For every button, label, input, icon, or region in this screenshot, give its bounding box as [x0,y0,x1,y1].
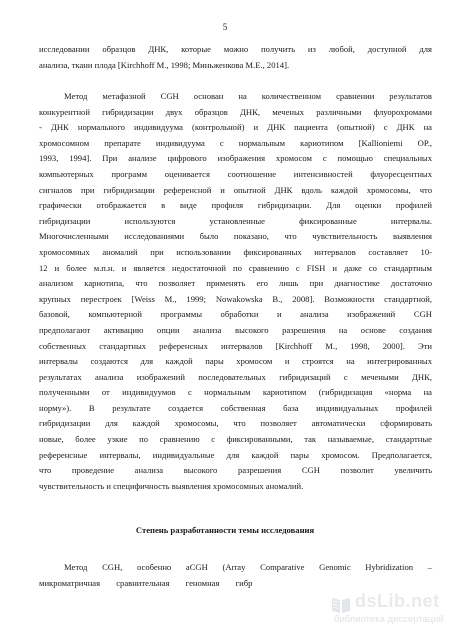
section-heading: Степень разработанности темы исследования [135,525,315,535]
text-line: Метод CGH, особенно aCGH (Array Comparative Genomic Hybridization – [64,562,432,572]
book-icon [330,594,352,616]
text-line: 12 и более м.п.н. и является недостаточной по сравнению с FISH и даже со стандартным [39,262,432,273]
text-line: базовой, компьютерной программы обработки и анализа изображений CGH [39,309,432,320]
text-line: хромосомных аномалий при использовании фиксированных интервалов составляет 10- [39,246,432,257]
text-line: конкурентной гибридизации двух образцов ДНК, меченых различными флуорохромами [39,106,432,117]
text-line: микроматричная сравнительная геномная гибр [39,577,253,588]
text-line: интервалы создаются для каждой пары хромосом и строятся на интегрированных [39,356,432,367]
watermark-brand: dsLib.net [355,591,440,611]
watermark-subtitle: библиотека диссертаций [334,614,444,625]
text-line: новые, более узкие по сравнению с фиксированными, так называемые, стандартные [39,434,432,445]
paragraph-cgh [39,89,432,494]
text-line: анализа, ткани плода [Kirchhoff M., 1998; Миньженкова М.Е., 2014]. [39,59,290,70]
text-line: Метод метафазной CGH основан на количественном сравнении результатов [64,91,432,101]
text-line: результатах анализа изображений последовательных гибридизаций с мечеными ДНК, [39,371,432,382]
text-line: - ДНК нормального индивидуума (контрольной) и ДНК пациента (опытной) с ДНК на [39,122,432,133]
text-line: 1993, 1994]. При анализе цифрового изображения хромосом с помощью специальных [39,153,432,164]
text-line: норму»). В результате создается собственная база индивидуальных профилей [39,402,432,413]
paragraph-acgh [39,560,432,591]
page-number: 5 [222,22,228,32]
text-line: собственных стандартных референсных интервалов [Kirchhoff M., 1998, 2000]. Эти [39,340,432,351]
text-line: исследовании образцов ДНК, которые можно получить из любой, доступной для [39,44,432,54]
text-line: графически отображается в виде профиля гибридизации. Для оценки профилей [39,200,432,211]
text-line: предполагают активацию опции анализа высокого разрешения на основе создания [39,324,432,335]
text-line: сигналов при гибридизации референсной и опытной ДНК вдоль каждой хромосомы, что [39,184,432,195]
watermark [330,590,444,632]
text-line: гибридизации используются установленные фиксированные интервалы. [39,215,432,226]
text-line: хромосомном препарате индивидуума с нормальным кариотипом [Kallioniemi OP., [39,137,432,148]
text-line: что проведение анализа высокого разрешения CGH позволит увеличить [39,465,432,476]
text-line: референсные интервалы, индивидуальные для каждой пары хромосом. Предполагается, [39,449,432,460]
text-line: компьютерных программ оценивается соотношение интенсивностей флуоресцентных [39,168,432,179]
text-line: крупных перестроек [Weiss M., 1999; Nowakowska B., 2008]. Возможности стандартной, [39,293,432,304]
text-line: полученными от индивидуумов с нормальным кариотипом (гибридизация «норма на [39,387,432,398]
paragraph-intro-tail [39,42,432,73]
text-line: анализом кариотипа, что позволяет применять его лишь при диагностике достаточно [39,278,432,289]
text-line: гибридизации для каждой хромосомы, что позволяет автоматически сформировать [39,418,432,429]
text-line: чувствительность и специфичность выявления хромосомных аномалий. [39,480,304,491]
text-line: Многочисленными исследованиями было показано, что чувствительность выявления [39,231,432,242]
